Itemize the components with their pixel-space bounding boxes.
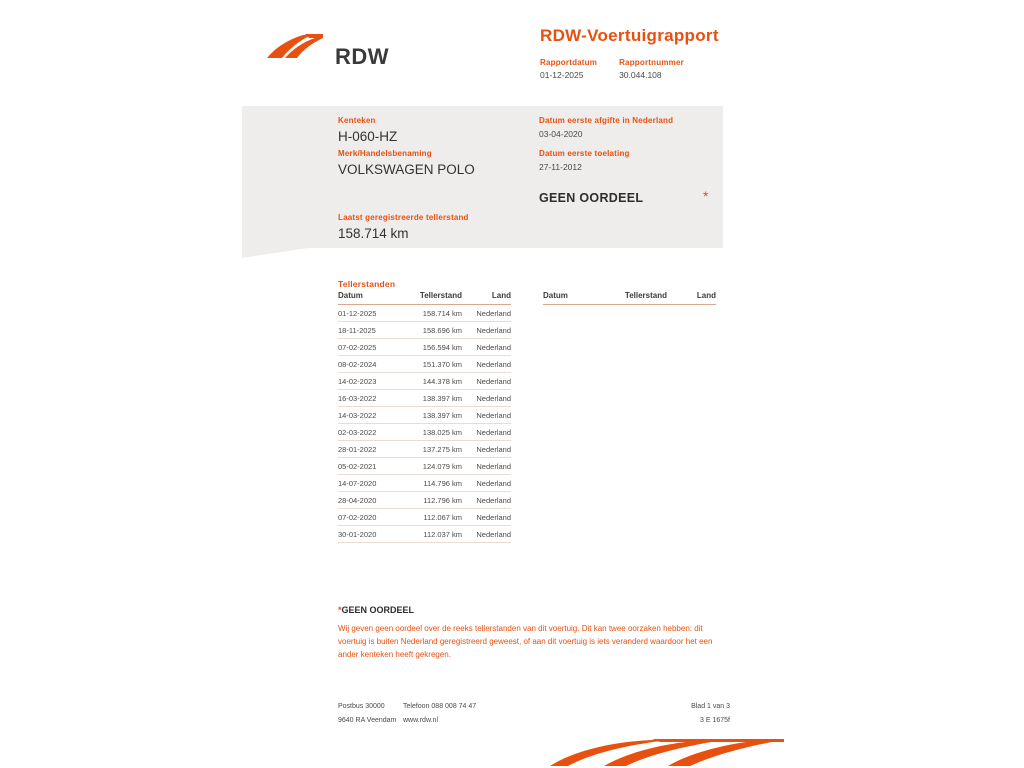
cell-datum: 07-02-2020 (338, 509, 404, 526)
meta-rapportnummer-label: Rapportnummer (619, 58, 684, 67)
cell-land: Nederland (466, 339, 511, 356)
table-row (338, 373, 511, 390)
footer-form-code: 3 E 1675f (700, 717, 730, 724)
cell-tellerstand: 156.594 km (404, 339, 466, 356)
field-eerste-toelating (539, 149, 630, 172)
column-header-land: Land (466, 291, 511, 305)
rdw-wordmark: RDW (335, 44, 390, 69)
meta-rapportdatum-label: Rapportdatum (540, 58, 598, 67)
cell-land: Nederland (466, 509, 511, 526)
field-tellerstand (338, 213, 469, 241)
cell-tellerstand: 138.025 km (404, 424, 466, 441)
cell-datum: 07-02-2025 (338, 339, 404, 356)
cell-tellerstand: 137.275 km (404, 441, 466, 458)
cell-datum: 05-02-2021 (338, 458, 404, 475)
cell-land: Nederland (466, 373, 511, 390)
footer-right (660, 703, 730, 731)
tellerstanden-body (338, 305, 511, 543)
field-eerste-afgifte-value: 03-04-2020 (539, 129, 583, 139)
table-row (338, 407, 511, 424)
table-row (338, 424, 511, 441)
cell-land: Nederland (466, 322, 511, 339)
footnote-marker: * (338, 605, 342, 615)
footnote-body: Wij geven geen oordeel over de reeks tellerstanden van dit voertuig. Dit kan twee oorzaken hebben: dit voertuig is buiten Nederland geregistreerd geweest, of aan dit voertuig is iets veranderd waardoor het een ander kenteken heeft gekregen. (338, 624, 713, 660)
tellerstanden-table-right (543, 291, 716, 305)
field-tellerstand-value: 158.714 km (338, 226, 409, 241)
cell-datum: 08-02-2024 (338, 356, 404, 373)
field-kenteken-value: H-060-HZ (338, 129, 398, 144)
cell-datum: 14-02-2023 (338, 373, 404, 390)
cell-tellerstand: 158.714 km (404, 305, 466, 322)
column-header-tellerstand-right: Tellerstand (609, 291, 671, 305)
cell-land: Nederland (466, 407, 511, 424)
meta-rapportnummer-value: 30.044.108 (619, 70, 662, 80)
verdict-footnote-marker: * (703, 188, 709, 204)
cell-tellerstand: 124.079 km (404, 458, 466, 475)
column-header-datum: Datum (338, 291, 404, 305)
tellerstanden-title: Tellerstanden (338, 279, 396, 289)
field-tellerstand-label: Laatst geregistreerde tellerstand (338, 213, 469, 222)
cell-land: Nederland (466, 526, 511, 543)
footer-telefoon: Telefoon 088 008 74 47 (403, 703, 477, 710)
rdw-logo-block (265, 22, 525, 72)
cell-tellerstand: 151.370 km (404, 356, 466, 373)
cell-datum: 28-04-2020 (338, 492, 404, 509)
cell-tellerstand: 138.397 km (404, 407, 466, 424)
column-header-tellerstand: Tellerstand (404, 291, 466, 305)
footnote-title (338, 605, 730, 615)
cell-tellerstand: 112.796 km (404, 492, 466, 509)
rdw-arrow-logo-icon (265, 32, 327, 64)
cell-datum: 01-12-2025 (338, 305, 404, 322)
verdict-text: GEEN OORDEEL (539, 191, 644, 205)
field-kenteken-label: Kenteken (338, 116, 376, 125)
field-merk-label: Merk/Handelsbenaming (338, 149, 432, 158)
cell-land: Nederland (466, 492, 511, 509)
cell-datum: 14-03-2022 (338, 407, 404, 424)
cell-land: Nederland (466, 441, 511, 458)
cell-tellerstand: 138.397 km (404, 390, 466, 407)
cell-datum: 16-03-2022 (338, 390, 404, 407)
table-row (338, 526, 511, 543)
table-row (338, 339, 511, 356)
footnote-title-text: GEEN OORDEEL (341, 605, 415, 615)
cell-tellerstand: 144.378 km (404, 373, 466, 390)
table-header-row-right (543, 291, 716, 305)
field-eerste-toelating-value: 27-11-2012 (539, 162, 582, 172)
table-row (338, 322, 511, 339)
cell-tellerstand: 158.696 km (404, 322, 466, 339)
table-header-row (338, 291, 511, 305)
rdw-footer-graphic-icon (548, 738, 788, 768)
cell-datum: 28-01-2022 (338, 441, 404, 458)
panel-notch-decoration (242, 248, 308, 258)
footnote-block (338, 605, 730, 662)
cell-land: Nederland (466, 305, 511, 322)
footer-page-number: Blad 1 van 3 (691, 703, 730, 710)
cell-tellerstand: 114.796 km (404, 475, 466, 492)
table-row (338, 305, 511, 322)
column-header-datum-right: Datum (543, 291, 609, 305)
field-kenteken (338, 116, 397, 144)
cell-datum: 18-11-2025 (338, 322, 404, 339)
footer-postbus: Postbus 30000 (338, 703, 385, 710)
report-title: RDW-Voertuigrapport (540, 26, 719, 45)
field-merk-value: VOLKSWAGEN POLO (338, 162, 475, 177)
report-meta (540, 58, 684, 80)
cell-land: Nederland (466, 424, 511, 441)
table-row (338, 509, 511, 526)
footer-plaats: 9640 RA Veendam (338, 717, 397, 724)
tellerstanden-table-left (338, 291, 511, 543)
meta-rapportnummer (619, 58, 684, 80)
meta-rapportdatum (540, 58, 597, 80)
table-row (338, 390, 511, 407)
table-row (338, 475, 511, 492)
cell-datum: 30-01-2020 (338, 526, 404, 543)
footer-website[interactable]: www.rdw.nl (403, 717, 439, 724)
cell-land: Nederland (466, 356, 511, 373)
field-eerste-afgifte-label: Datum eerste afgifte in Nederland (539, 116, 674, 125)
column-header-land-right: Land (671, 291, 716, 305)
table-row (338, 458, 511, 475)
table-row (338, 492, 511, 509)
field-eerste-afgifte (539, 116, 673, 139)
table-row (338, 356, 511, 373)
cell-tellerstand: 112.067 km (404, 509, 466, 526)
table-row (338, 441, 511, 458)
cell-land: Nederland (466, 390, 511, 407)
field-eerste-toelating-label: Datum eerste toelating (539, 149, 630, 158)
cell-datum: 02-03-2022 (338, 424, 404, 441)
field-merk (338, 149, 475, 177)
cell-land: Nederland (466, 458, 511, 475)
meta-rapportdatum-value: 01-12-2025 (540, 70, 584, 80)
cell-tellerstand: 112.037 km (404, 526, 466, 543)
cell-land: Nederland (466, 475, 511, 492)
cell-datum: 14-07-2020 (338, 475, 404, 492)
